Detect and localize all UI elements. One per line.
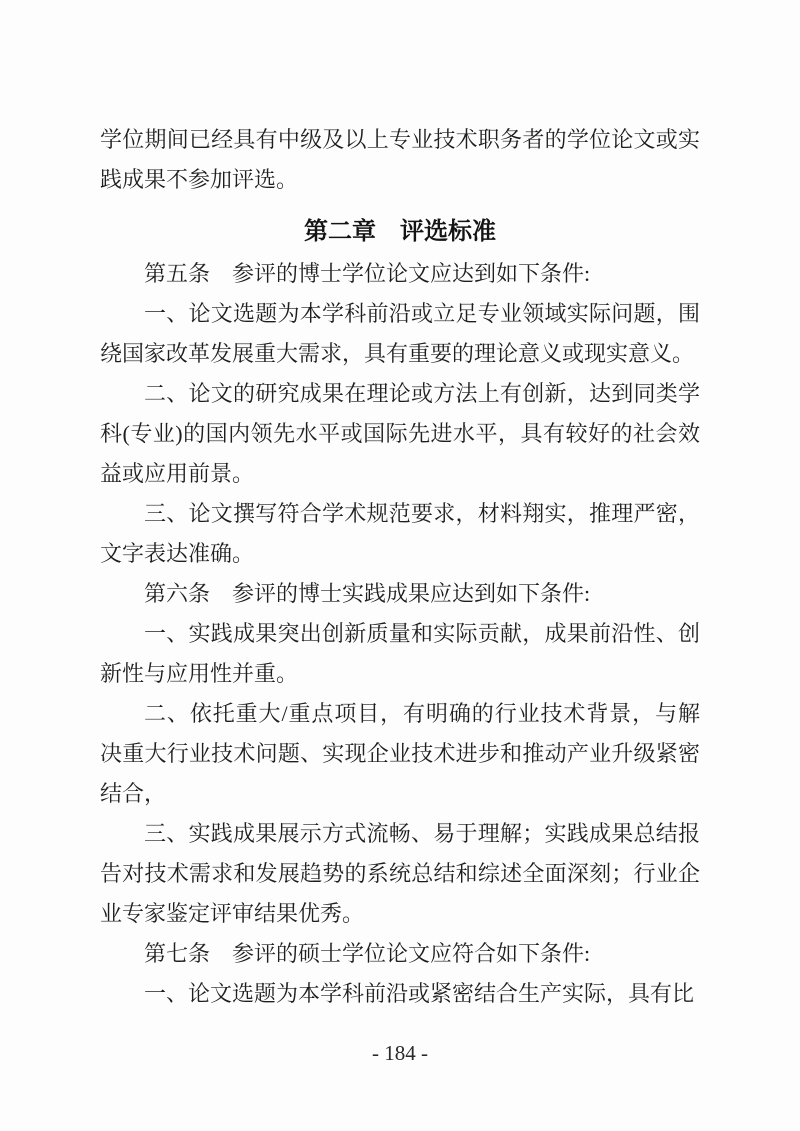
article-6-item-3: 三、实践成果展示方式流畅、易于理解；实践成果总结报告对技术需求和发展趋势的系统总结和综述全面深刻；行业企业专家鉴定评审结果优秀。: [100, 821, 700, 926]
continuation-paragraph: 学位期间已经具有中级及以上专业技术职务者的学位论文或实践成果不参加评选。: [100, 127, 700, 192]
article-6-item-2: 二、依托重大/重点项目，有明确的行业技术背景，与解决重大行业技术问题、实现企业技术进步和推动产业升级紧密结合，: [100, 701, 700, 806]
article-7-item-1: 一、论文选题为本学科前沿或紧密结合生产实际，具有比: [144, 981, 695, 1006]
article-6-item-1: 一、实践成果突出创新质量和实际贡献，成果前沿性、创新性与应用性并重。: [100, 621, 700, 686]
chapter-heading: 第二章 评选标准: [304, 218, 496, 245]
article-5-item-2: 二、论文的研究成果在理论或方法上有创新，达到同类学科(专业)的国内领先水平或国际先进水平，具有较好的社会效益或应用前景。: [100, 381, 700, 486]
page-content: [100, 120, 700, 1014]
article-5-lead: 第五条 参评的博士学位论文应达到如下条件:: [144, 261, 591, 286]
article-5-item-3: 三、论文撰写符合学术规范要求，材料翔实，推理严密，文字表达准确。: [100, 501, 700, 566]
article-7-lead: 第七条 参评的硕士学位论文应符合如下条件:: [144, 941, 591, 966]
page-number: - 184 -: [372, 1041, 428, 1065]
article-5-item-1: 一、论文选题为本学科前沿或立足专业领域实际问题，围绕国家改革发展重大需求，具有重要的理论意义或现实意义。: [100, 301, 700, 366]
article-6-lead: 第六条 参评的博士实践成果应达到如下条件:: [144, 581, 591, 606]
